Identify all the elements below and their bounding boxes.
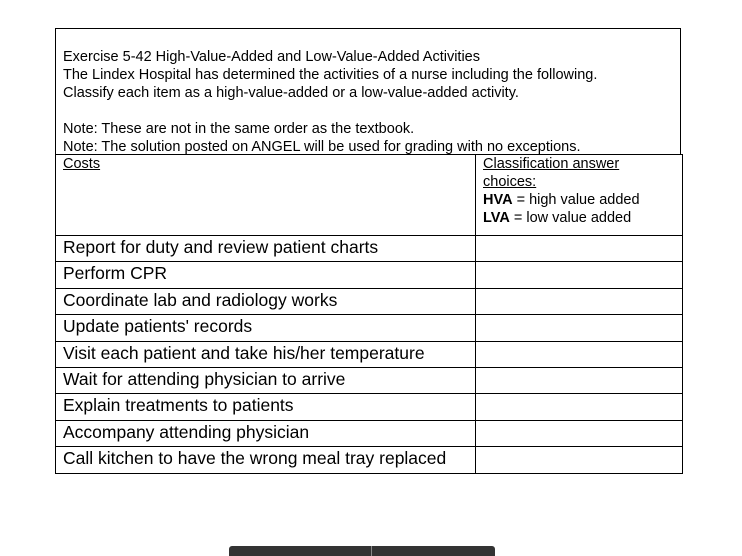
viewer-toolbar [229,546,495,556]
table-row [56,262,683,288]
table-row [56,420,683,446]
classification-cell[interactable] [476,288,683,314]
lva-text: = low value added [509,210,632,226]
activity-cell: Report for duty and review patient charts [56,236,476,262]
classification-cell[interactable] [476,315,683,341]
classification-cell[interactable] [476,367,683,393]
classification-header-line1: Classification answer [483,156,620,172]
table-row [56,341,683,367]
note-grading: Note: The solution posted on ANGEL will be used for grading with no exceptions. [63,139,581,155]
toolbar-segment-right[interactable] [372,546,495,556]
classification-cell[interactable] [476,394,683,420]
note-order: Note: These are not in the same order as the textbook. [63,121,415,137]
costs-header: Costs [63,156,101,172]
activity-cell: Perform CPR [56,262,476,288]
lva-code: LVA [483,210,510,226]
lva-legend [483,209,675,227]
hva-code: HVA [483,192,513,208]
classification-cell[interactable] [476,420,683,446]
table-row [56,394,683,420]
activity-cell: Explain treatments to patients [56,394,476,420]
activity-cell: Update patients' records [56,315,476,341]
table-row [56,447,683,473]
exercise-title: Exercise 5-42 High-Value-Added and Low-Value-Added Activities [63,49,480,65]
classification-header-cell [476,155,683,236]
classification-cell[interactable] [476,447,683,473]
classification-cell[interactable] [476,341,683,367]
activity-cell: Wait for attending physician to arrive [56,367,476,393]
classification-cell[interactable] [476,236,683,262]
activity-cell: Coordinate lab and radiology works [56,288,476,314]
activity-cell: Call kitchen to have the wrong meal tray replaced [56,447,476,473]
table-row [56,288,683,314]
classification-header-line2: choices: [483,174,537,190]
exercise-header [55,28,681,155]
table-header-row [56,155,683,236]
costs-header-cell [56,155,476,236]
exercise-description: The Lindex Hospital has determined the activities of a nurse including the following. [63,67,598,83]
table-row [56,236,683,262]
toolbar-segment-left[interactable] [229,546,372,556]
classification-cell[interactable] [476,262,683,288]
table-row [56,367,683,393]
activities-table [55,154,683,474]
hva-text: = high value added [512,192,640,208]
table-row [56,315,683,341]
activity-cell: Accompany attending physician [56,420,476,446]
activity-cell: Visit each patient and take his/her temperature [56,341,476,367]
hva-legend [483,191,675,209]
exercise-instruction: Classify each item as a high-value-added or a low-value-added activity. [63,85,519,101]
